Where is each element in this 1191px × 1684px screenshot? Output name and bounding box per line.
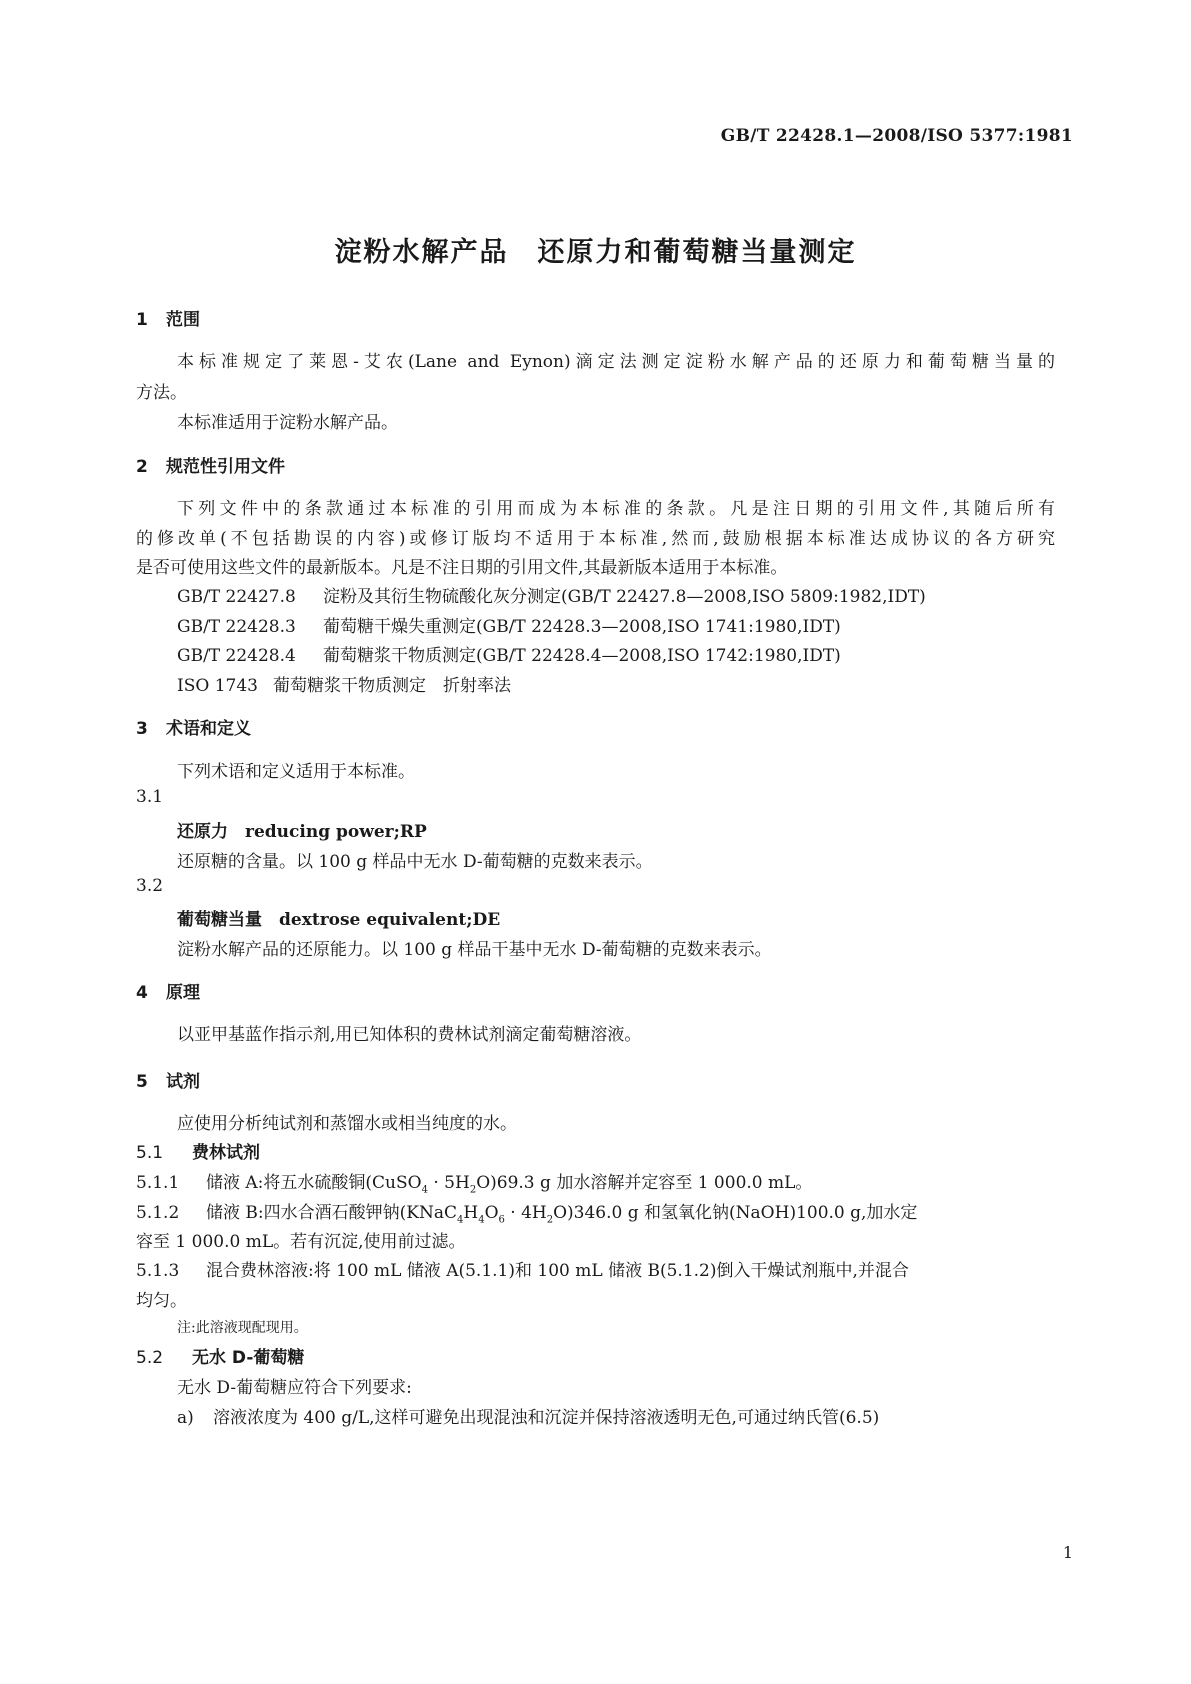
- reference-code: GB/T 22427.8: [177, 587, 296, 607]
- page-number: 1: [1062, 1543, 1073, 1562]
- paragraph-line: 下列文件中的条款通过本标准的引用而成为本标准的条款。凡是注日期的引用文件,其随后所有: [177, 499, 1055, 519]
- section-number: 1: [136, 310, 148, 330]
- clause-5-1-1: [136, 1168, 812, 1195]
- paragraph-line: 是否可使用这些文件的最新版本。凡是不注日期的引用文件,其最新版本适用于本标准。: [136, 558, 788, 578]
- section-number: 5: [136, 1072, 148, 1092]
- paragraph-line: 均匀。: [136, 1291, 187, 1311]
- clause-text: 储液 B:四水合酒石酸钾钠$(KNaC_4H_4O_6 \cdot 4H_2O)346.0$ g 和氢氧化钠(NaOH)100.0 g,加水定: [206, 1203, 918, 1226]
- paragraph: 下列术语和定义适用于本标准。: [177, 762, 415, 782]
- clause-number: 5.1.2: [136, 1203, 180, 1223]
- reference-item: [177, 582, 926, 607]
- section-1-heading: [136, 305, 200, 330]
- term-number: 3.2: [136, 876, 164, 896]
- section-title: 范围: [166, 310, 200, 330]
- paragraph-line: 容至 1 000.0 mL。若有沉淀,使用前过滤。: [136, 1232, 466, 1252]
- term-heading: 还原力 reducing power;RP: [177, 822, 427, 842]
- subsection-title: 无水 D-葡萄糖: [192, 1348, 305, 1368]
- section-3-heading: [136, 714, 251, 739]
- paragraph: 以亚甲基蓝作指示剂,用已知体积的费林试剂滴定葡萄糖溶液。: [177, 1025, 642, 1045]
- paragraph: 无水 D-葡萄糖应符合下列要求:: [177, 1378, 412, 1398]
- list-item-text: 溶液浓度为 400 g/L,这样可避免出现混浊和沉淀并保持溶液透明无色,可通过纳氏管(6.5): [213, 1408, 880, 1428]
- section-title: 试剂: [166, 1072, 200, 1092]
- clause-text: 混合费林溶液:将 100 mL 储液 A(5.1.1)和 100 mL 储液 B(5.1.2)倒入干燥试剂瓶中,并混合: [206, 1261, 909, 1281]
- subsection-number: 5.1: [136, 1143, 164, 1163]
- section-4-heading: [136, 978, 200, 1003]
- paragraph: 本标准适用于淀粉水解产品。: [177, 413, 398, 433]
- term-definition: 淀粉水解产品的还原能力。以 100 g 样品干基中无水 D-葡萄糖的克数来表示。: [177, 940, 772, 960]
- subsection-5-2-heading: [136, 1343, 304, 1368]
- section-title: 术语和定义: [166, 719, 251, 739]
- clause-number: 5.1.1: [136, 1173, 180, 1193]
- section-number: 2: [136, 457, 148, 477]
- term-heading: 葡萄糖当量 dextrose equivalent;DE: [177, 910, 501, 930]
- reference-item: [177, 671, 511, 696]
- paragraph: 应使用分析纯试剂和蒸馏水或相当纯度的水。: [177, 1114, 517, 1134]
- reference-title: 淀粉及其衍生物硫酸化灰分测定(GB/T 22427.8—2008,ISO 5809:1982,IDT): [323, 587, 926, 607]
- subsection-title: 费林试剂: [192, 1143, 260, 1163]
- reference-item: [177, 612, 841, 637]
- section-title: 原理: [166, 983, 200, 1003]
- section-number: 3: [136, 719, 148, 739]
- clause-5-1-3: [136, 1256, 909, 1281]
- reference-title: 葡萄糖浆干物质测定 折射率法: [273, 676, 511, 696]
- document-title: 淀粉水解产品 还原力和葡萄糖当量测定: [334, 237, 857, 268]
- reference-title: 葡萄糖浆干物质测定(GB/T 22428.4—2008,ISO 1742:1980,IDT): [323, 646, 841, 666]
- standard-number: GB/T 22428.1—2008/ISO 5377:1981: [720, 126, 1073, 146]
- note: 注:此溶液现配现用。: [177, 1320, 308, 1336]
- reference-title: 葡萄糖干燥失重测定(GB/T 22428.3—2008,ISO 1741:1980,IDT): [323, 617, 841, 637]
- list-item-a: [177, 1403, 879, 1428]
- reference-code: ISO 1743: [177, 676, 258, 696]
- reference-code: GB/T 22428.3: [177, 617, 296, 637]
- paragraph-line: 方法。: [136, 383, 187, 403]
- clause-text: 储液 A:将五水硫酸铜(CuSO$_4$ · $5H_2O)69.3$ g 加水溶解并定容至 1 000.0 mL。: [206, 1173, 813, 1196]
- paragraph-line: 本标准规定了莱恩-艾农(Lane and Eynon)滴定法测定淀粉水解产品的还原力和葡萄糖当量的: [177, 352, 1055, 372]
- term-number: 3.1: [136, 787, 164, 807]
- reference-item: [177, 641, 841, 666]
- section-5-heading: [136, 1067, 200, 1092]
- subsection-5-1-heading: [136, 1138, 260, 1163]
- term-definition: 还原糖的含量。以 100 g 样品中无水 D-葡萄糖的克数来表示。: [177, 852, 653, 872]
- paragraph-line: 的修改单(不包括勘误的内容)或修订版均不适用于本标准,然而,鼓励根据本标准达成协议的各方研究: [136, 529, 1055, 549]
- list-item-label: a): [177, 1408, 194, 1428]
- clause-number: 5.1.3: [136, 1261, 180, 1281]
- section-number: 4: [136, 983, 148, 1003]
- section-2-heading: [136, 452, 285, 477]
- reference-code: GB/T 22428.4: [177, 646, 296, 666]
- clause-5-1-2: [136, 1198, 917, 1225]
- subsection-number: 5.2: [136, 1348, 164, 1368]
- section-title: 规范性引用文件: [166, 457, 285, 477]
